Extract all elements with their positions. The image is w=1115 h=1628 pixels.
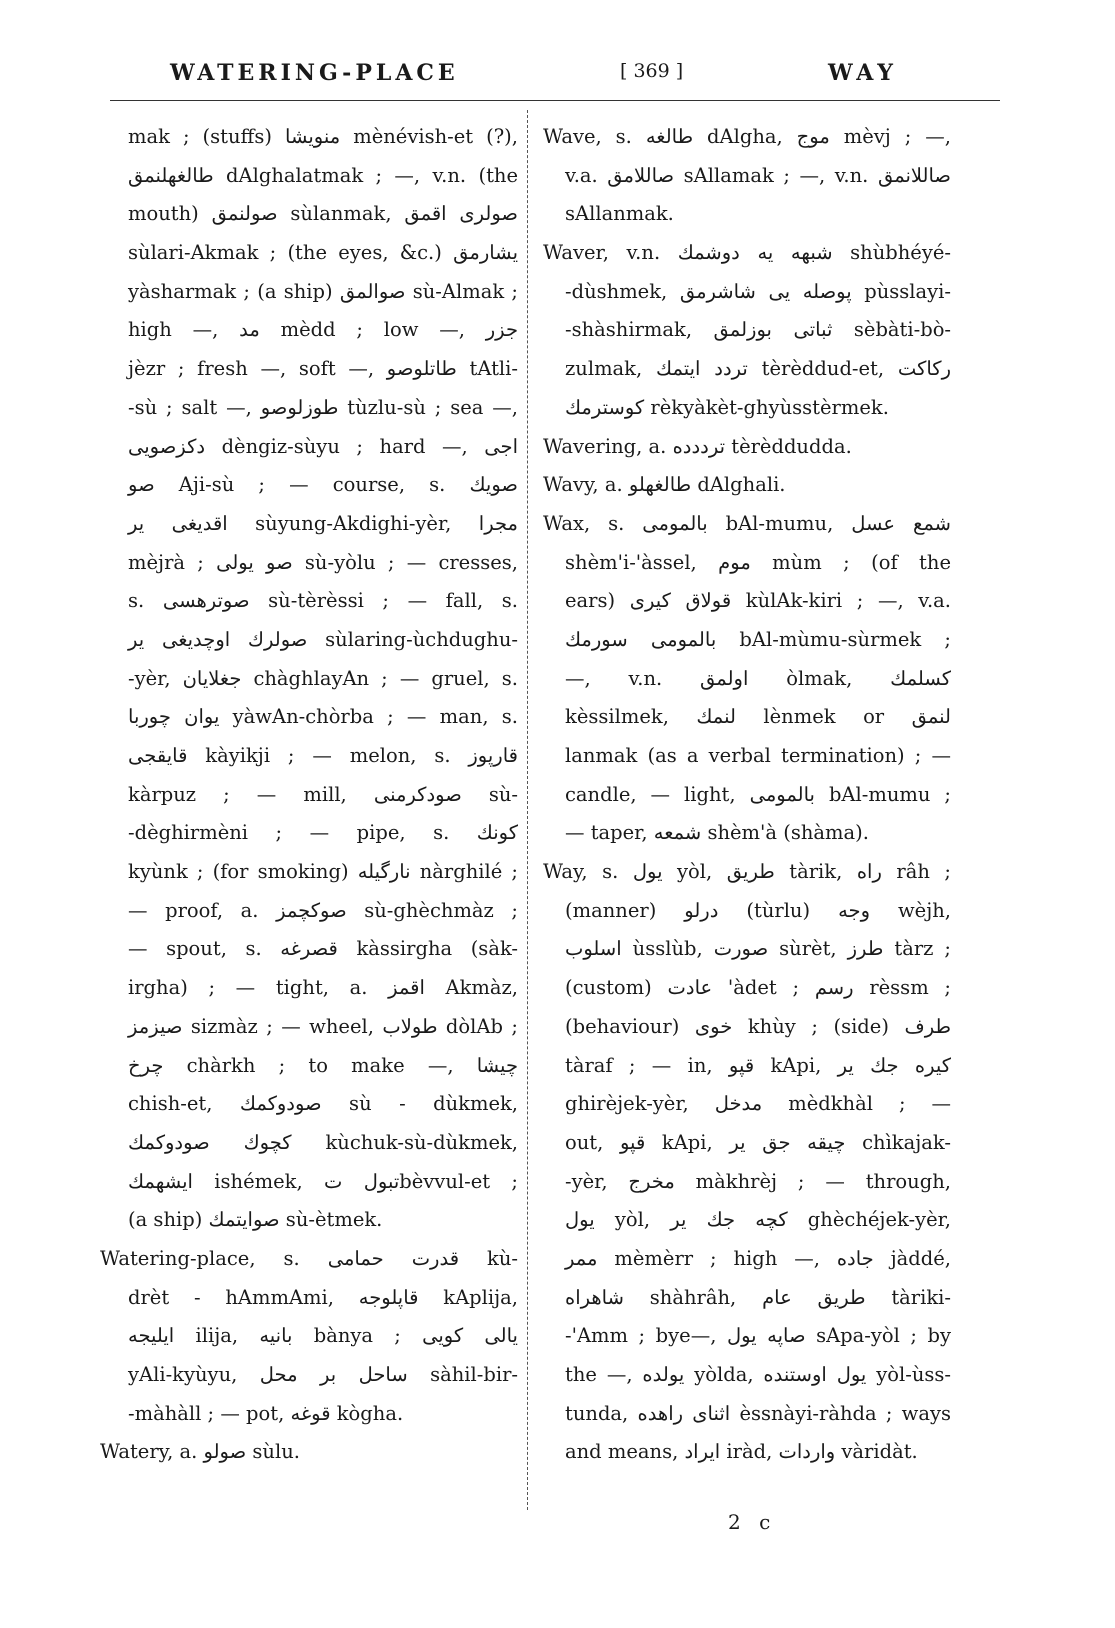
text-line: — proof, a. صوكچمز sù-ghèchmàz ; [128,898,518,922]
text-line: -yèr, جغلایان chàghlayAn ; — gruel, s. [128,666,518,690]
text-line: ears) قولاق كیری kùlAk-kiri ; —, v.a. [565,589,951,613]
text-line: out, قپو kApi, چیقه جق یر chìkajak- [565,1130,951,1154]
text-line: -'Amm ; bye—, صاپه یول sApa-yòl ; by [565,1324,951,1348]
entry-way: Way, s. یول yòl, طریق tàrik, راه râh ; [543,860,951,884]
text-line: یوان چوربا yàwAn-chòrba ; — man, s. [128,705,518,729]
text-line: -màhàll ; — pot, قوغه kògha. [128,1401,404,1425]
text-line: mouth) صولنمق sùlanmak, صولری اقمق [128,202,518,226]
text-line: sAllanmak. [565,202,674,226]
text-line: jèzr ; fresh —, soft —, طاتلوصو tAtli- [128,357,518,381]
text-line: ممر mèmèrr ; high —, جاده jàddé, [565,1246,951,1270]
text-line: ghirèjek-yèr, مدخل mèdkhàl ; — [565,1092,951,1116]
text-line: tàraf ; — in, قپو kApi, كیره جك یر [565,1053,951,1077]
text-line: shèm'i-'àssel, موم mùm ; (of the [565,550,951,574]
entry-waver: Waver, v.n. شبهه یه دوشمك shùbhéyé- [543,241,951,265]
text-line: kàrpuz ; — mill, صودكرمنی sù- [128,782,518,806]
text-line: kyùnk ; (for smoking) نارگیله nàrghilé ; [128,860,518,884]
text-line: tunda, اثنای راهده èssnàyi-ràhda ; ways [565,1401,951,1425]
text-line: sùlari-Akmak ; (the eyes, &c.) یشارمق [128,241,518,265]
text-line: (custom) عادت 'àdet ; رسم rèssm ; [565,976,951,1000]
text-line: چرخ chàrkh ; to make —, چیشا [128,1053,518,1077]
text-line: candle, — light, بالمومی bAl-mumu ; [565,782,951,806]
text-line: كوسترمك rèkyàkèt-ghyùsstèrmek. [565,395,889,419]
page-number: [ 369 ] [620,60,684,82]
text-line: yàsharmak ; (a ship) صوالمق sù-Almak ; [128,279,518,303]
signature-mark: 2 c [728,1510,777,1534]
text-line: صیزمز sizmàz ; — wheel, طولاب dòlAb ; [128,1014,518,1038]
entry-wavy: Wavy, a. طالغهلو dAlghali. [543,473,786,497]
text-line: —, v.n. اولمق òlmak, كسلمك [565,666,951,690]
text-line: s. صوترهسی sù-tèrèssi ; — fall, s. [128,589,518,613]
text-line: (behaviour) خوی khùy ; (side) طرف [565,1014,951,1038]
text-line: — spout, s. قصرغه kàssirgha (sàk- [128,937,518,961]
column-divider [527,110,528,1510]
right-column [543,118,951,1472]
header-headword-right: WAY [828,60,898,86]
text-line: صولرك اوچدیغی یر sùlaring-ùchdughu- [128,627,518,651]
text-line: — taper, شمعه shèm'à (shàma). [565,821,869,845]
entry-wax: Wax, s. بالمومی bAl-mumu, شمع عسل [543,511,951,535]
text-line: ایلیجه ilija, بانیه bànya ; یالی كویی [128,1324,518,1348]
text-line: high —, مد mèdd ; low —, جزر [128,318,518,342]
text-line: طالغهلنمق dAlghalatmak ; —, v.n. (the [128,163,518,187]
text-line: یول yòl, كچه جك یر ghèchéjek-yèr, [565,1208,951,1232]
text-line: دكزصویی dèngiz-sùyu ; hard —, اجی [128,434,518,458]
text-line: -yèr, مخرج màkhrèj ; — through, [565,1169,951,1193]
text-line: قایقجی kàyikji ; — melon, s. قارپوز [128,744,518,767]
text-line: -dùshmek, پوصله یی شاشرمق pùsslayi- [565,279,951,303]
running-header [120,60,1000,100]
left-column [100,118,518,1472]
text-line: mèjrà ; صو یولی sù-yòlu ; — cresses, [128,550,518,574]
text-line: صو Aji-sù ; — course, s. صویك [128,473,518,497]
text-line: zulmak, تردد ایتمك tèrèddud-et, ركاكت [565,357,951,381]
text-line: -shàshirmak, ثباتی بوزلمق sèbàti-bò- [565,318,951,342]
text-line: mak ; (stuffs) منویشا mènévish-et (?), [128,125,518,148]
text-line: (manner) درلو (tùrlu) وجه wèjh, [565,898,951,922]
text-line: chish-et, صودوكمك sù - dùkmek, [128,1092,518,1116]
entry-watering-place: Watering-place, s. قدرت حمامی kù- [100,1246,518,1270]
text-line: and means, ایراد iràd, واردات vàridàt. [565,1440,918,1464]
entry-wave: Wave, s. طالغه dAlgha, موج mèvj ; —, [543,125,951,148]
text-line: كچوك صودوكمك kùchuk-sù-dùkmek, [128,1130,518,1154]
text-line: kèssilmek, لنمك lènmek or لنمق [565,705,951,729]
text-line: lanmak (as a verbal termination) ; — [565,744,951,767]
text-line: -dèghirmèni ; — pipe, s. كونك [128,821,518,845]
text-line: ایشهمك ishémek, تبول تbèvvul-et ; [128,1169,518,1193]
text-line: اسلوب ùsslùb, صورت sùrèt, طرز tàrz ; [565,937,951,961]
text-line: اقدیغی یر sùyung-Akdighi-yèr, مجرا [128,511,518,535]
text-line: irgha) ; — tight, a. اقمز Akmàz, [128,976,518,1000]
text-line: v.a. صاللامق sAllamak ; —, v.n. صاللانمق [565,163,951,187]
entry-wavering: Wavering, a. ترددده tèrèddudda. [543,434,852,458]
text-line: -sù ; salt —, طوزلوصو tùzlu-sù ; sea —, [128,395,518,419]
text-line: the —, یولده yòlda, یول اوستنده yòl-ùss- [565,1363,951,1386]
entry-watery: Watery, a. صولو sùlu. [100,1440,300,1464]
text-line: بالمومی سورمك bAl-mùmu-sùrmek ; [565,627,951,651]
header-headword-left: WATERING-PLACE [170,60,459,86]
text-line: (a ship) صوایتمك sù-ètmek. [128,1208,383,1232]
text-line: شاهراه shàhrâh, طریق عام tàriki- [565,1285,951,1309]
header-rule [110,100,1000,101]
text-line: drèt - hAmmAmi, قاپلوجه kAplija, [128,1285,518,1309]
text-line: yAli-kyùyu, ساحل بر محل sàhil-bir- [128,1363,518,1386]
